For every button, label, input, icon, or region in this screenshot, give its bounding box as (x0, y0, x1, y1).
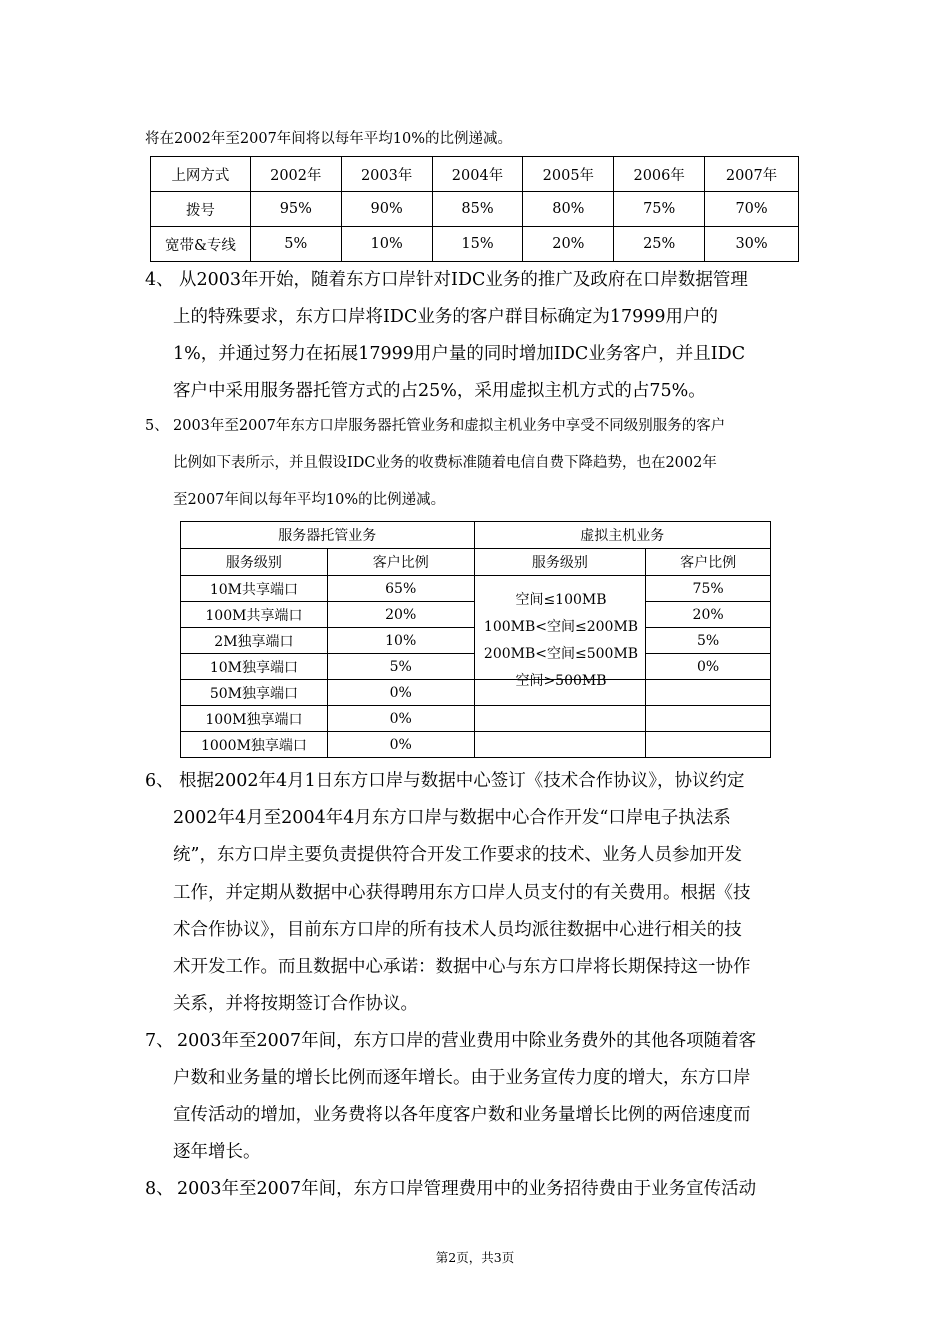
table-cell: 85% (432, 192, 523, 227)
item-line: 工作，并定期从数据中心获得聘用东方口岸人员支付的有关费用。根据《技 (173, 883, 751, 903)
table-cell: 70% (705, 192, 799, 227)
item-number: 4、 (145, 270, 174, 290)
item-line: 2003年至2007年间，东方口岸的营业费用中除业务费外的其他各项随着客 (177, 1031, 757, 1051)
group-header-row (181, 522, 771, 549)
item-line: 术开发工作。而且数据中心承诺：数据中心与东方口岸将长期保持这一协作 (173, 957, 751, 977)
item-number: 8、 (145, 1179, 174, 1199)
table-cell: 拨号 (151, 192, 251, 227)
idc-service-table (180, 521, 771, 758)
table-cell: 10M独享端口 (181, 654, 328, 680)
table-header-cell: 2002年 (250, 157, 341, 192)
item-line: 关系，并将按期签订合作协议。 (173, 994, 418, 1014)
item-line: 从2003年开始，随着东方口岸针对IDC业务的推广及政府在口岸数据管理 (179, 270, 748, 290)
item-line: 户数和业务量的增长比例而逐年增长。由于业务宣传力度的增大，东方口岸 (173, 1068, 751, 1088)
virtual-level-label: 200MB<空间≤500MB (483, 646, 639, 662)
table-cell: 0% (327, 706, 474, 732)
table-cell (646, 706, 771, 732)
table-cell: 2M独享端口 (181, 628, 328, 654)
table-row (181, 706, 771, 732)
table-cell: 5% (327, 654, 474, 680)
table-cell: 5% (250, 227, 341, 262)
table-cell (646, 732, 771, 758)
table-cell: 65% (327, 576, 474, 602)
table-cell: 30% (705, 227, 799, 262)
table-row (151, 227, 799, 262)
table-cell: 1000M独享端口 (181, 732, 328, 758)
table-cell: 100M共享端口 (181, 602, 328, 628)
table-header-cell: 2004年 (432, 157, 523, 192)
item-number: 6、 (145, 771, 174, 791)
table-cell: 宽带&专线 (151, 227, 251, 262)
table-cell: 75% (614, 192, 705, 227)
item-number: 7、 (145, 1031, 174, 1051)
table-cell: 20% (327, 602, 474, 628)
intro-line: 将在2002年至2007年间将以每年平均10%的比例递减。 (145, 131, 513, 147)
item-line: 逐年增长。 (173, 1142, 261, 1162)
table-row (151, 192, 799, 227)
table-cell: 25% (614, 227, 705, 262)
table-cell: 0% (327, 732, 474, 758)
table-cell: 100M独享端口 (181, 706, 328, 732)
item-line: 1%，并通过努力在拓展17999用户量的同时增加IDC业务客户，并且IDC (173, 344, 746, 364)
sub-header-cell: 客户比例 (646, 549, 771, 576)
virtual-level-label: 空间≤100MB (515, 592, 607, 608)
table-cell: 95% (250, 192, 341, 227)
table-row (181, 732, 771, 758)
table-header-cell: 2007年 (705, 157, 799, 192)
sub-header-cell: 服务级别 (474, 549, 646, 576)
table-cell (646, 680, 771, 706)
item-number: 5、 (145, 418, 169, 434)
item-line: 上的特殊要求，东方口岸将IDC业务的客户群目标确定为17999用户的 (173, 307, 719, 327)
sub-header-row (181, 549, 771, 576)
table-cell: 10% (341, 227, 432, 262)
item-line: 2003年至2007年东方口岸服务器托管业务和虚拟主机业务中享受不同级别服务的客户 (173, 418, 726, 434)
item-line: 2003年至2007年间，东方口岸管理费用中的业务招待费由于业务宣传活动 (177, 1179, 757, 1199)
sub-header-cell: 服务级别 (181, 549, 328, 576)
virtual-level-label: 空间>500MB (515, 673, 607, 689)
sub-header-cell: 客户比例 (327, 549, 474, 576)
table-header-cell: 2005年 (523, 157, 614, 192)
item-line: 统”，东方口岸主要负责提供符合开发工作要求的技术、业务人员参加开发 (173, 845, 742, 865)
item-line: 比例如下表所示，并且假设IDC业务的收费标准随着电信自费下降趋势，也在2002年 (173, 455, 717, 471)
table-header-cell: 2003年 (341, 157, 432, 192)
item-line: 术合作协议》，目前东方口岸的所有技术人员均派往数据中心进行相关的技 (173, 920, 742, 940)
page-footer: 第2页，共3页 (435, 1250, 515, 1265)
table-cell: 20% (646, 602, 771, 628)
table-cell: 0% (327, 680, 474, 706)
item-line: 至2007年间以每年平均10%的比例递减。 (173, 492, 446, 508)
table-cell (474, 706, 646, 732)
table-cell: 50M独享端口 (181, 680, 328, 706)
table-cell (474, 732, 646, 758)
table-cell: 80% (523, 192, 614, 227)
table-header-cell: 上网方式 (151, 157, 251, 192)
table-cell: 10M共享端口 (181, 576, 328, 602)
item-line: 2002年4月至2004年4月东方口岸与数据中心合作开发“口岸电子执法系 (173, 808, 731, 828)
group-header-cell: 虚拟主机业务 (474, 522, 770, 549)
virtual-level-label: 100MB<空间≤200MB (483, 619, 639, 635)
item-line: 根据2002年4月1日东方口岸与数据中心签订《技术合作协议》，协议约定 (179, 771, 745, 791)
table-header-cell: 2006年 (614, 157, 705, 192)
table-cell: 0% (646, 654, 771, 680)
table-cell: 15% (432, 227, 523, 262)
item-line: 客户中采用服务器托管方式的占25%，采用虚拟主机方式的占75%。 (173, 381, 706, 401)
table-header-row (151, 157, 799, 192)
internet-access-table (150, 156, 799, 262)
group-header-cell: 服务器托管业务 (181, 522, 475, 549)
table-cell: 20% (523, 227, 614, 262)
table-cell: 10% (327, 628, 474, 654)
table-cell: 75% (646, 576, 771, 602)
item-line: 宣传活动的增加，业务费将以各年度客户数和业务量增长比例的两倍速度而 (173, 1105, 751, 1125)
table-cell: 90% (341, 192, 432, 227)
table-cell: 5% (646, 628, 771, 654)
